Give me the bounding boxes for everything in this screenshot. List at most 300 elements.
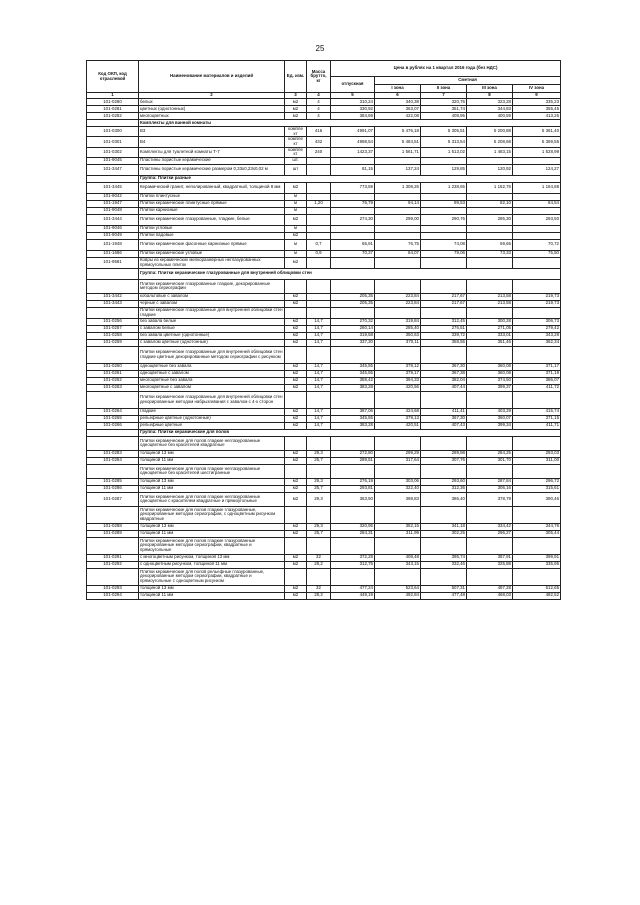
mass-cell: 14,7 bbox=[307, 415, 331, 422]
zone-1-price-cell bbox=[375, 207, 421, 214]
name-cell: Комплекты для туалетной комнаты Т-7 bbox=[139, 147, 285, 157]
mass-cell: 25,7 bbox=[307, 457, 331, 464]
name-cell: Плитки керамические для полов рельефные глазурованные, декорированные методом сериографии, квадратные и прямоугольные с одноцветным рисунком bbox=[139, 568, 285, 585]
release-price-cell: 270,32 bbox=[331, 318, 375, 325]
name-cell: толщиной 13 мм bbox=[139, 585, 285, 592]
code-cell: 101-9046 bbox=[87, 225, 139, 232]
name-cell: толщиной 13 мм bbox=[139, 478, 285, 485]
zone-4-price-cell: 1 528,99 bbox=[513, 147, 561, 157]
mass-cell: 32 bbox=[307, 554, 331, 561]
release-price-cell bbox=[331, 307, 375, 318]
release-price-cell: 4998,54 bbox=[331, 137, 375, 147]
code-cell: 101-9042 bbox=[87, 193, 139, 200]
zone-4-price-cell bbox=[513, 506, 561, 523]
zone-2-price-cell: 382,04 bbox=[421, 377, 467, 384]
zone-2-price-cell bbox=[421, 436, 467, 450]
table-row bbox=[87, 363, 561, 370]
zone-3-price-cell: 333,01 bbox=[467, 332, 513, 339]
group-title: Группа: Плитки керамические глазурованные для внутренней облицовки стен bbox=[139, 268, 561, 279]
header-mass: Масса брутто, кг bbox=[307, 61, 331, 93]
name-cell: с одноцветным рисунком, толщиной 11 мм bbox=[139, 561, 285, 568]
unit-cell: м2 bbox=[285, 113, 307, 120]
zone-4-price-cell: 5 361,40 bbox=[513, 127, 561, 137]
zone-1-price-cell bbox=[375, 537, 421, 554]
zone-1-price-cell: 299,00 bbox=[375, 214, 421, 225]
zone-1-price-cell bbox=[375, 568, 421, 585]
unit-cell: шт. bbox=[285, 157, 307, 164]
zone-4-price-cell: 293,03 bbox=[513, 450, 561, 457]
zone-2-price-cell: 74,08 bbox=[421, 239, 467, 250]
header-name: Наименование материалов и изделий bbox=[139, 61, 285, 93]
name-cell: многоцветные с завалом bbox=[139, 384, 285, 391]
zone-2-price-cell: 395,74 bbox=[421, 554, 467, 561]
zone-4-price-cell: 512,65 bbox=[513, 585, 561, 592]
mass-cell: 4 bbox=[307, 99, 331, 106]
zone-2-price-cell: 477,48 bbox=[421, 592, 467, 599]
zone-4-price-cell: 219,73 bbox=[513, 293, 561, 300]
table-row bbox=[87, 485, 561, 492]
zone-2-price-cell: 351,74 bbox=[421, 106, 467, 113]
table-row bbox=[87, 157, 561, 164]
code-cell: 101-0282 bbox=[87, 113, 139, 120]
code-cell: 101-3445 bbox=[87, 182, 139, 193]
group-code-cell bbox=[87, 175, 139, 182]
name-cell: без завала цветные (однотонные) bbox=[139, 332, 285, 339]
zone-3-price-cell: 296,27 bbox=[467, 530, 513, 537]
unit-cell: м2 bbox=[285, 318, 307, 325]
table-row bbox=[87, 415, 561, 422]
zone-1-price-cell bbox=[375, 307, 421, 318]
code-cell bbox=[87, 568, 139, 585]
zone-3-price-cell: 213,58 bbox=[467, 293, 513, 300]
mass-cell: 29,3 bbox=[307, 450, 331, 457]
name-cell: Плитки керамические плинтусные прямые bbox=[139, 200, 285, 207]
zone-2-price-cell: 411,41 bbox=[421, 408, 467, 415]
zone-4-price-cell: 355,45 bbox=[513, 106, 561, 113]
header-zone-2: II зона bbox=[421, 85, 467, 93]
unit-cell: м bbox=[285, 225, 307, 232]
mass-cell: 25,7 bbox=[307, 530, 331, 537]
code-cell: 101-9581 bbox=[87, 257, 139, 268]
zone-4-price-cell: 84,54 bbox=[513, 200, 561, 207]
table-row bbox=[87, 300, 561, 307]
mass-cell bbox=[307, 293, 331, 300]
zone-2-price-cell bbox=[421, 193, 467, 200]
zone-4-price-cell bbox=[513, 157, 561, 164]
zone-3-price-cell: 287,84 bbox=[467, 478, 513, 485]
unit-cell: компле кт bbox=[285, 147, 307, 157]
zone-3-price-cell: 360,07 bbox=[467, 415, 513, 422]
zone-1-price-cell: 1 308,26 bbox=[375, 182, 421, 193]
zone-1-price-cell: 303,06 bbox=[375, 478, 421, 485]
name-cell: Плитки керамические для полов гладкие глазурованные декорированные методом сериографии, квадратные и прямоугольные bbox=[139, 537, 285, 554]
code-cell bbox=[87, 436, 139, 450]
release-price-cell: 345,55 bbox=[331, 415, 375, 422]
name-cell: рельефные цветные (однотонные) bbox=[139, 415, 285, 422]
zone-2-price-cell: 367,30 bbox=[421, 363, 467, 370]
header-zone-4: IV зона bbox=[513, 85, 561, 93]
code-cell: 101-0286 bbox=[87, 485, 139, 492]
code-cell: 101-0301 bbox=[87, 137, 139, 147]
zone-2-price-cell bbox=[421, 506, 467, 523]
mass-cell: 28,2 bbox=[307, 592, 331, 599]
code-cell: 101-1948 bbox=[87, 239, 139, 250]
unit-cell: м2 bbox=[285, 370, 307, 377]
release-price-cell bbox=[331, 346, 375, 363]
name-cell: Плитки керамические для полов гладкие неглазурованные одноцветные без красителей шестигранные bbox=[139, 464, 285, 478]
zone-2-price-cell bbox=[421, 568, 467, 585]
table-row bbox=[87, 339, 561, 346]
name-cell: Плитки керамические глазурованные, гладкие, белые bbox=[139, 214, 285, 225]
table-row bbox=[87, 370, 561, 377]
name-cell: без завала белые bbox=[139, 318, 285, 325]
table-row bbox=[87, 492, 561, 506]
zone-4-price-cell: 306,73 bbox=[513, 318, 561, 325]
name-cell: Плитки плинтусные bbox=[139, 193, 285, 200]
release-price-cell bbox=[331, 193, 375, 200]
table-row bbox=[87, 568, 561, 585]
zone-2-price-cell: 302,25 bbox=[421, 530, 467, 537]
zone-2-price-cell bbox=[421, 346, 467, 363]
name-cell: одноцветные с завалом bbox=[139, 370, 285, 377]
zone-2-price-cell: 312,45 bbox=[421, 318, 467, 325]
zone-1-price-cell bbox=[375, 279, 421, 293]
zone-2-price-cell: 339,72 bbox=[421, 332, 467, 339]
mass-cell bbox=[307, 225, 331, 232]
zone-1-price-cell: 492,84 bbox=[375, 592, 421, 599]
unit-cell: м2 bbox=[285, 450, 307, 457]
unit-cell: м2 bbox=[285, 415, 307, 422]
table-body bbox=[87, 99, 561, 600]
release-price-cell bbox=[331, 257, 375, 268]
release-price-cell bbox=[331, 279, 375, 293]
release-price-cell: 289,51 bbox=[331, 457, 375, 464]
header-release: отпускная bbox=[331, 77, 375, 93]
zone-1-price-cell: 523,64 bbox=[375, 585, 421, 592]
zone-3-price-cell: 360,08 bbox=[467, 370, 513, 377]
index-cell: 2 bbox=[139, 93, 285, 99]
mass-cell bbox=[307, 232, 331, 239]
zone-4-price-cell bbox=[513, 232, 561, 239]
code-cell: 101-0300 bbox=[87, 127, 139, 137]
zone-1-price-cell bbox=[375, 506, 421, 523]
table-row bbox=[87, 99, 561, 106]
zone-3-price-cell: 400,59 bbox=[467, 113, 513, 120]
release-price-cell: 449,19 bbox=[331, 592, 375, 599]
zone-1-price-cell: 319,84 bbox=[375, 318, 421, 325]
zone-4-price-cell bbox=[513, 225, 561, 232]
zone-4-price-cell bbox=[513, 193, 561, 200]
zone-4-price-cell: 5 369,55 bbox=[513, 137, 561, 147]
code-cell: 101-0256 bbox=[87, 318, 139, 325]
unit-cell: компле кт bbox=[285, 127, 307, 137]
name-cell: цветных (однотонных) bbox=[139, 106, 285, 113]
code-cell: 101-0285 bbox=[87, 478, 139, 485]
mass-cell bbox=[307, 568, 331, 585]
table-row bbox=[87, 332, 561, 339]
zone-1-price-cell: 285,40 bbox=[375, 325, 421, 332]
unit-cell: м2 bbox=[285, 384, 307, 391]
code-cell: 101-0281 bbox=[87, 106, 139, 113]
zone-3-price-cell bbox=[467, 307, 513, 318]
release-price-cell: 205,35 bbox=[331, 300, 375, 307]
table-row bbox=[87, 450, 561, 457]
code-cell: 101-0266 bbox=[87, 422, 139, 429]
zone-3-price-cell: 285,30 bbox=[467, 214, 513, 225]
zone-2-price-cell: 289,98 bbox=[421, 450, 467, 457]
zone-2-price-cell bbox=[421, 391, 467, 408]
name-cell: Плитки керамические глазурованные для внутренней облицовки стен гладкие цветные декорированные методом сериографии с рисунком bbox=[139, 346, 285, 363]
zone-2-price-cell: 320,76 bbox=[421, 99, 467, 106]
code-cell bbox=[87, 346, 139, 363]
name-cell: Плитки керамические угловые bbox=[139, 250, 285, 257]
unit-cell: м bbox=[285, 207, 307, 214]
zone-2-price-cell: 1 238,65 bbox=[421, 182, 467, 193]
mass-cell bbox=[307, 300, 331, 307]
table-row bbox=[87, 214, 561, 225]
release-price-cell: 274,30 bbox=[331, 214, 375, 225]
mass-cell bbox=[307, 193, 331, 200]
name-cell: Пластины пористые керамические bbox=[139, 157, 285, 164]
zone-1-price-cell: 408,48 bbox=[375, 554, 421, 561]
zone-4-price-cell bbox=[513, 568, 561, 585]
zone-4-price-cell bbox=[513, 436, 561, 450]
name-cell: Плитки карнизные bbox=[139, 207, 285, 214]
code-cell bbox=[87, 279, 139, 293]
group-row bbox=[87, 120, 561, 127]
mass-cell bbox=[307, 464, 331, 478]
zone-4-price-cell: 344,76 bbox=[513, 523, 561, 530]
zone-1-price-cell bbox=[375, 391, 421, 408]
zone-2-price-cell: 367,30 bbox=[421, 415, 467, 422]
zone-4-price-cell: 362,34 bbox=[513, 339, 561, 346]
zone-1-price-cell: 363,07 bbox=[375, 106, 421, 113]
header-code: Код ОКП, код отраслевой bbox=[87, 61, 139, 93]
unit-cell: м bbox=[285, 250, 307, 257]
zone-2-price-cell: 367,38 bbox=[421, 370, 467, 377]
table-row bbox=[87, 137, 561, 147]
mass-cell bbox=[307, 257, 331, 268]
zone-2-price-cell: 290,76 bbox=[421, 214, 467, 225]
index-cell: 5 bbox=[331, 93, 375, 99]
zone-3-price-cell: 399,37 bbox=[467, 384, 513, 391]
release-price-cell: 272,80 bbox=[331, 450, 375, 457]
code-cell: 101-0280 bbox=[87, 99, 139, 106]
unit-cell: м2 bbox=[285, 332, 307, 339]
unit-cell: м2 bbox=[285, 478, 307, 485]
table-row bbox=[87, 554, 561, 561]
zone-1-price-cell: 76,75 bbox=[375, 239, 421, 250]
zone-1-price-cell: 343,15 bbox=[375, 561, 421, 568]
name-cell: толщиной 13 мм bbox=[139, 523, 285, 530]
release-price-cell bbox=[331, 207, 375, 214]
zone-4-price-cell bbox=[513, 307, 561, 318]
zone-3-price-cell: 325,88 bbox=[467, 561, 513, 568]
table-row bbox=[87, 200, 561, 207]
page-number: 25 bbox=[315, 44, 325, 53]
release-price-cell: 1423,37 bbox=[331, 147, 375, 157]
table-row bbox=[87, 307, 561, 318]
release-price-cell bbox=[331, 506, 375, 523]
mass-cell: 14,7 bbox=[307, 384, 331, 391]
name-cell: с завалом белые bbox=[139, 325, 285, 332]
name-cell: Плитки керамические глазурованные гладкие, декорированные методом сериографии bbox=[139, 279, 285, 293]
code-cell: 101-0258 bbox=[87, 332, 139, 339]
zone-2-price-cell: 307,76 bbox=[421, 457, 467, 464]
zone-1-price-cell: 420,56 bbox=[375, 384, 421, 391]
mass-cell: 14,7 bbox=[307, 339, 331, 346]
unit-cell: м2 bbox=[285, 363, 307, 370]
zone-4-price-cell: 311,00 bbox=[513, 457, 561, 464]
zone-3-price-cell: 378,79 bbox=[467, 492, 513, 506]
unit-cell: м2 bbox=[285, 585, 307, 592]
zone-3-price-cell bbox=[467, 257, 513, 268]
release-price-cell bbox=[331, 436, 375, 450]
zone-3-price-cell bbox=[467, 207, 513, 214]
table-row bbox=[87, 346, 561, 363]
zone-3-price-cell: 351,46 bbox=[467, 339, 513, 346]
zone-4-price-cell: 390,46 bbox=[513, 492, 561, 506]
zone-1-price-cell: 398,83 bbox=[375, 492, 421, 506]
code-cell: 101-0291 bbox=[87, 554, 139, 561]
zone-3-price-cell: 213,58 bbox=[467, 300, 513, 307]
mass-cell: 14,7 bbox=[307, 422, 331, 429]
name-cell: Плитки керамические для полов гладкие неглазурованные одноцветные без красителей квадратные bbox=[139, 436, 285, 450]
code-cell: 101-0264 bbox=[87, 408, 139, 415]
name-cell: однощветные без завала bbox=[139, 363, 285, 370]
code-cell: 101-0257 bbox=[87, 325, 139, 332]
zone-4-price-cell: 371,19 bbox=[513, 370, 561, 377]
zone-2-price-cell bbox=[421, 225, 467, 232]
index-cell: 9 bbox=[513, 93, 561, 99]
zone-4-price-cell: 293,50 bbox=[513, 214, 561, 225]
zone-1-price-cell: 350,63 bbox=[375, 332, 421, 339]
table-row bbox=[87, 293, 561, 300]
table-row bbox=[87, 506, 561, 523]
code-cell bbox=[87, 464, 139, 478]
zone-1-price-cell: 370,11 bbox=[375, 339, 421, 346]
code-cell: 101-0288 bbox=[87, 523, 139, 530]
zone-4-price-cell: 296,72 bbox=[513, 478, 561, 485]
zone-3-price-cell bbox=[467, 506, 513, 523]
zone-2-price-cell: 276,51 bbox=[421, 325, 467, 332]
zone-1-price-cell bbox=[375, 232, 421, 239]
release-price-cell: 363,50 bbox=[331, 492, 375, 506]
table-row bbox=[87, 164, 561, 175]
zone-1-price-cell: 223,84 bbox=[375, 293, 421, 300]
table-row bbox=[87, 250, 561, 257]
zone-3-price-cell: 73,33 bbox=[467, 250, 513, 257]
release-price-cell: 284,31 bbox=[331, 530, 375, 537]
code-cell bbox=[87, 391, 139, 408]
zone-3-price-cell: 306,16 bbox=[467, 485, 513, 492]
code-cell: 101-0265 bbox=[87, 415, 139, 422]
code-cell: 101-0284 bbox=[87, 457, 139, 464]
zone-3-price-cell: 5 208,68 bbox=[467, 137, 513, 147]
zone-3-price-cell bbox=[467, 537, 513, 554]
zone-1-price-cell: 322,40 bbox=[375, 485, 421, 492]
zone-3-price-cell bbox=[467, 568, 513, 585]
release-price-cell: 319,58 bbox=[331, 332, 375, 339]
code-cell bbox=[87, 307, 139, 318]
code-cell: 101-0287 bbox=[87, 492, 139, 506]
release-price-cell: 205,35 bbox=[331, 293, 375, 300]
unit-cell: м2 bbox=[285, 214, 307, 225]
mass-cell: 14,7 bbox=[307, 332, 331, 339]
table-row bbox=[87, 464, 561, 478]
zone-3-price-cell: 120,92 bbox=[467, 164, 513, 175]
zone-2-price-cell: 1 513,02 bbox=[421, 147, 467, 157]
mass-cell: 29,3 bbox=[307, 478, 331, 485]
header-price-group: Цена в рублях на 1 квартал 2016 года (без НДС) bbox=[331, 61, 561, 77]
release-price-cell: 359,42 bbox=[331, 377, 375, 384]
unit-cell: м2 bbox=[285, 408, 307, 415]
zone-1-price-cell: 94,14 bbox=[375, 200, 421, 207]
zone-3-price-cell: 284,25 bbox=[467, 450, 513, 457]
release-price-cell bbox=[331, 568, 375, 585]
unit-cell: м bbox=[285, 200, 307, 207]
zone-4-price-cell: 75,50 bbox=[513, 250, 561, 257]
zone-1-price-cell: 394,33 bbox=[375, 377, 421, 384]
name-cell: В4 bbox=[139, 137, 285, 147]
mass-cell bbox=[307, 182, 331, 193]
zone-1-price-cell: 379,12 bbox=[375, 363, 421, 370]
release-price-cell: 320,95 bbox=[331, 523, 375, 530]
zone-3-price-cell bbox=[467, 436, 513, 450]
table-row bbox=[87, 561, 561, 568]
zone-1-price-cell: 420,51 bbox=[375, 422, 421, 429]
group-title: Группа: Плитки разные bbox=[139, 175, 561, 182]
zone-1-price-cell: 340,38 bbox=[375, 99, 421, 106]
code-cell: 101-0293 bbox=[87, 585, 139, 592]
release-price-cell: 773,59 bbox=[331, 182, 375, 193]
release-price-cell bbox=[331, 225, 375, 232]
zone-4-price-cell bbox=[513, 346, 561, 363]
code-cell: 101-0259 bbox=[87, 339, 139, 346]
code-cell: 101-3447 bbox=[87, 164, 139, 175]
unit-cell: м2 bbox=[285, 106, 307, 113]
release-price-cell: 330,92 bbox=[331, 106, 375, 113]
unit-cell: м2 bbox=[285, 257, 307, 268]
release-price-cell: 337,30 bbox=[331, 339, 375, 346]
name-cell: белых bbox=[139, 99, 285, 106]
header-estimate: Сметная bbox=[375, 77, 561, 85]
mass-cell: 29,3 bbox=[307, 523, 331, 530]
zone-2-price-cell: 358,55 bbox=[421, 339, 467, 346]
zone-2-price-cell: 293,60 bbox=[421, 478, 467, 485]
group-title: Комплекты для ванной комнаты bbox=[139, 120, 561, 127]
mass-cell: 14,7 bbox=[307, 318, 331, 325]
release-price-cell: 76,79 bbox=[331, 200, 375, 207]
unit-cell bbox=[285, 346, 307, 363]
name-cell: толщиной 11 мм bbox=[139, 457, 285, 464]
zone-2-price-cell bbox=[421, 279, 467, 293]
zone-2-price-cell: 79,06 bbox=[421, 250, 467, 257]
unit-cell: м2 bbox=[285, 492, 307, 506]
mass-cell: 14,7 bbox=[307, 370, 331, 377]
zone-4-price-cell bbox=[513, 257, 561, 268]
zone-4-price-cell: 415,74 bbox=[513, 408, 561, 415]
zone-1-price-cell: 5 484,51 bbox=[375, 137, 421, 147]
header-zone-3: III зона bbox=[467, 85, 513, 93]
table-row bbox=[87, 325, 561, 332]
release-price-cell bbox=[331, 157, 375, 164]
zone-3-price-cell: 497,28 bbox=[467, 585, 513, 592]
mass-cell: 28,2 bbox=[307, 561, 331, 568]
zone-3-price-cell bbox=[467, 157, 513, 164]
mass-cell: 4 bbox=[307, 113, 331, 120]
code-cell: 101-1947 bbox=[87, 200, 139, 207]
